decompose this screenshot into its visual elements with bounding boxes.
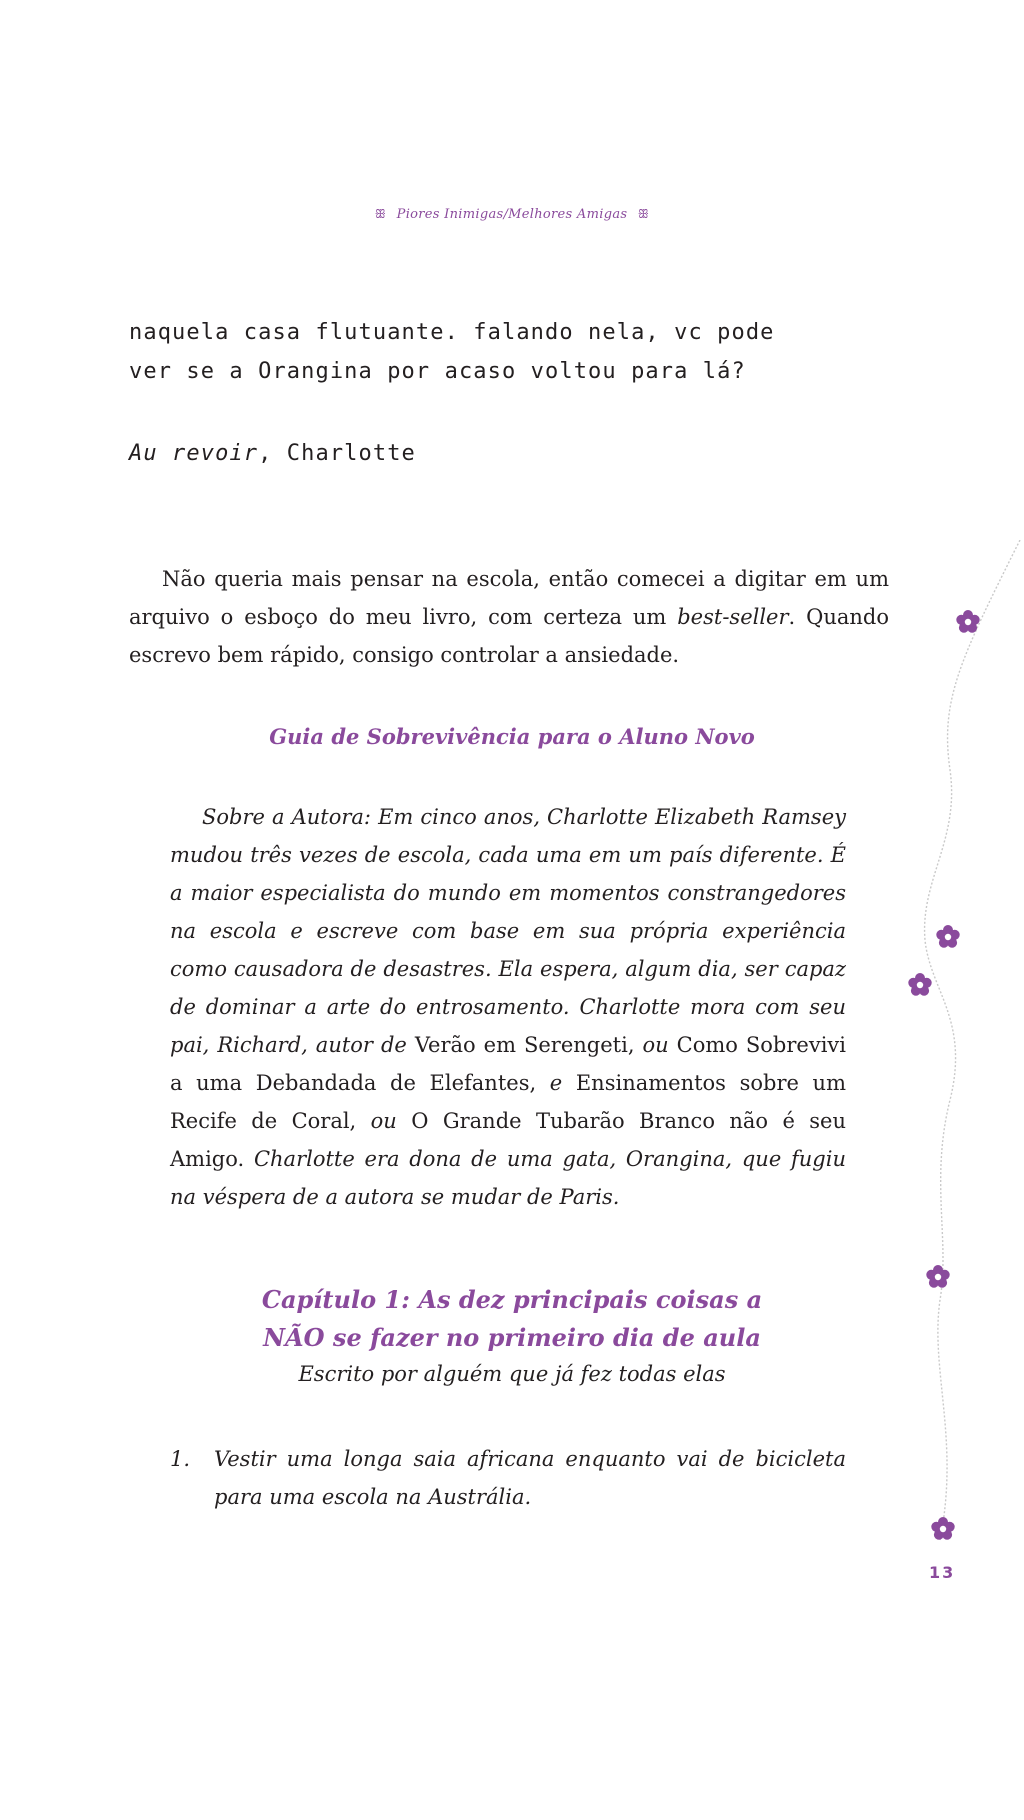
about-text-2: Charlotte era dona de uma gata, Orangina, que fugiu na véspera de a autora se mudar de Paris. xyxy=(170,1147,846,1209)
flower-icon xyxy=(926,1265,949,1288)
chapter-title-line-1: Capítulo 1: As dez principais coisas a xyxy=(261,1285,763,1314)
email-line-2: ver se a Orangina por acaso voltou para lá? xyxy=(129,359,746,384)
running-title: Piores Inimigas/Melhores Amigas xyxy=(396,207,628,222)
book-title-2: Ensinamentos sobre um Recife de Coral, xyxy=(170,1071,846,1133)
guide-title: Guia de Sobrevivência para o Aluno Novo xyxy=(269,724,755,749)
about-author-paragraph xyxy=(170,798,846,1216)
ornament-right-icon: ꕥ xyxy=(637,207,650,221)
flower-icon xyxy=(908,973,931,996)
about-ou-1: ou xyxy=(634,1033,677,1057)
email-signature xyxy=(129,441,889,466)
running-header xyxy=(0,207,1024,222)
flower-icon xyxy=(936,925,959,948)
list-item-number: 1. xyxy=(170,1447,191,1471)
book-title-2b: O Grande Tubarão Branco não é seu Amigo. xyxy=(170,1109,846,1171)
book-title-1b: Como Sobrevivi a uma Debandada de Elefantes, xyxy=(170,1033,846,1095)
signature-name: , Charlotte xyxy=(258,441,416,466)
chapter-title-line-2: NÃO se fazer no primeiro dia de aula xyxy=(263,1323,761,1352)
narrative-italic: best-seller xyxy=(677,605,789,629)
flower-icon xyxy=(931,1517,954,1540)
narrative-paragraph xyxy=(129,560,889,674)
flower-icon xyxy=(956,610,979,633)
list-item-text: Vestir uma longa saia africana enquanto vai de bicicleta para uma escola na Austrália. xyxy=(214,1447,846,1509)
page-number: 13 xyxy=(929,1563,956,1582)
list-item xyxy=(170,1440,846,1516)
about-ou-2: ou xyxy=(356,1109,412,1133)
narrative-text-1: Não queria mais pensar na escola, então comecei a digitar em um arquivo o esboço do meu livro, com certeza um xyxy=(129,567,889,629)
decorative-vine xyxy=(900,540,1024,1550)
chapter-subtitle: Escrito por alguém que já fez todas elas xyxy=(298,1362,726,1386)
signature-greeting: Au revoir xyxy=(129,441,259,466)
ornament-left-icon: ꕥ xyxy=(374,207,387,221)
book-title-1: Verão em Serengeti, xyxy=(414,1033,635,1057)
vine-stem xyxy=(925,540,1020,1540)
email-line-1: naquela casa flutuante. falando nela, vc pode xyxy=(129,320,775,345)
about-text-1: Sobre a Autora: Em cinco anos, Charlotte Elizabeth Ramsey mudou três vezes de escola, cada uma em um país diferente. É a maior especialista do mundo em momentos constrangedores na escola e escreve com base em sua própria experiência como causadora de desastres. Ela espera, algum dia, ser capaz de dominar a arte do entrosamento. Charlotte mora com seu pai, Richard, autor de xyxy=(170,805,846,1057)
narrative-text-2: . Quando escrevo bem rápido, consigo controlar a ansiedade. xyxy=(129,605,889,667)
about-e: e xyxy=(536,1071,576,1095)
